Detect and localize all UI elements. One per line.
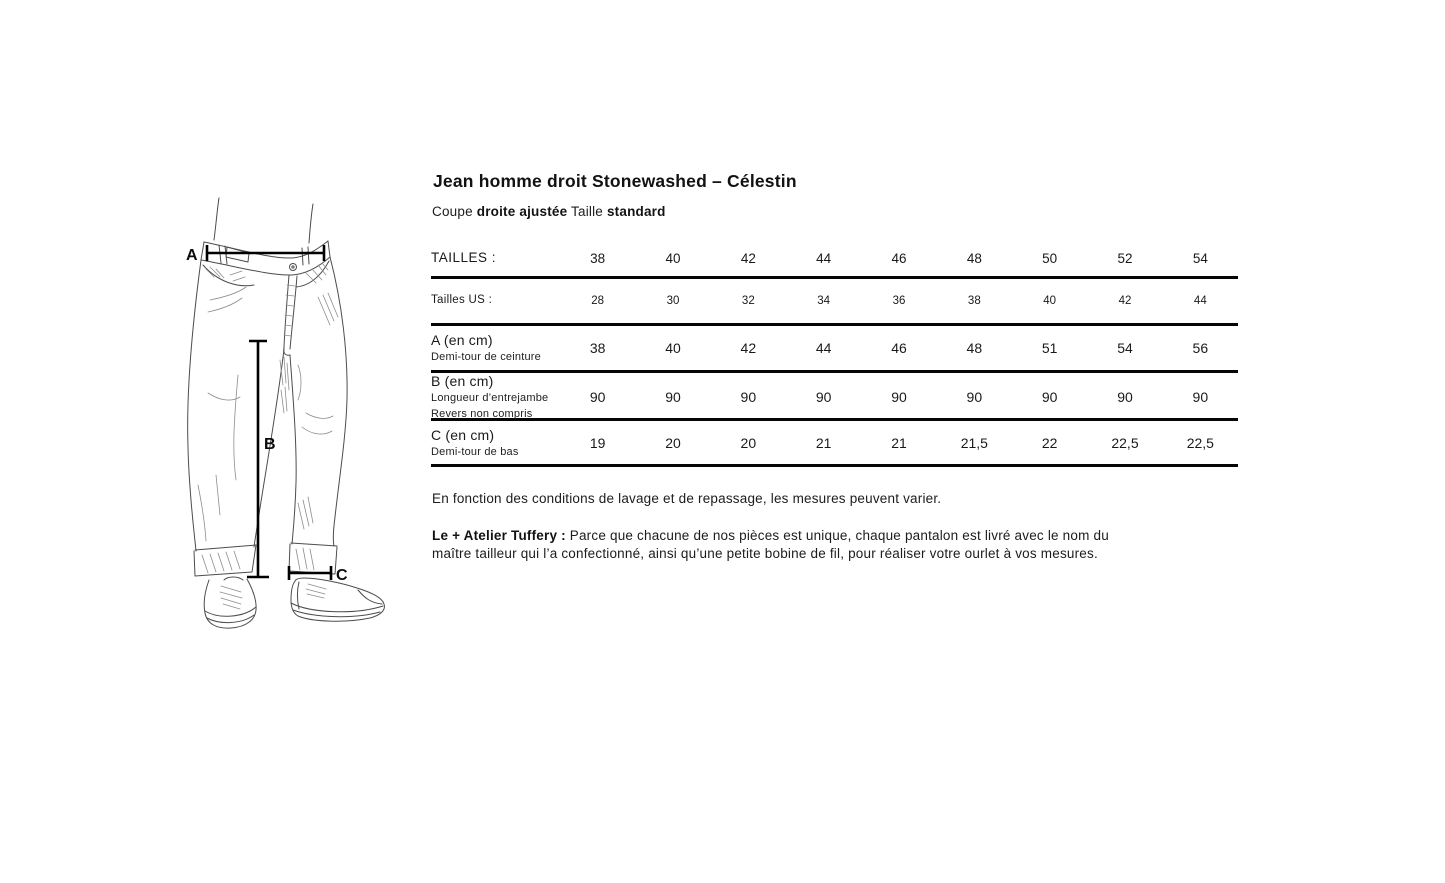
product-fit-line bbox=[432, 204, 666, 219]
size-cell-us-2: 32 bbox=[741, 295, 755, 307]
size-cell-b-6: 90 bbox=[1041, 388, 1058, 405]
row-label-b bbox=[431, 373, 560, 420]
size-cell-us-3: 34 bbox=[817, 295, 831, 307]
washing-note: En fonction des conditions de lavage et de repassage, les mesures peuvent varier. bbox=[432, 491, 942, 506]
size-label: Taille bbox=[571, 204, 604, 219]
atelier-note-prefix: Le + Atelier Tuffery : bbox=[432, 528, 566, 543]
measure-c-label: C bbox=[336, 567, 348, 584]
row-label-text: B (en cm) bbox=[431, 373, 494, 389]
jeans-measurement-diagram bbox=[150, 185, 410, 635]
size-cell-b-0: 90 bbox=[589, 388, 606, 405]
size-cell-us-4: 36 bbox=[892, 295, 906, 307]
row-label-us bbox=[431, 294, 560, 307]
size-cell-us-8: 44 bbox=[1193, 295, 1207, 307]
atelier-note-text: Parce que chacune de nos pièces est unique, chaque pantalon est livré avec le nom du maître tailleur qui l’a confectionné, ainsi qu’une petite bobine de fil, pour réaliser votre ourlet à vos mesures. bbox=[432, 528, 1109, 561]
size-cell-header-7: 52 bbox=[1117, 250, 1133, 266]
row-sublabel: Revers non compris bbox=[431, 407, 533, 420]
size-cell-c-4: 21 bbox=[891, 434, 907, 451]
size-cell-a-5: 48 bbox=[966, 340, 983, 356]
size-table-row-b bbox=[431, 373, 1238, 421]
product-title: Jean homme droit Stonewashed – Célestin bbox=[433, 171, 797, 191]
measure-b-label: B bbox=[264, 436, 276, 453]
size-cell-b-5: 90 bbox=[966, 388, 983, 405]
size-cell-b-1: 90 bbox=[665, 388, 681, 405]
size-cell-c-7: 22,5 bbox=[1111, 434, 1139, 451]
size-cell-c-2: 20 bbox=[740, 434, 757, 451]
size-cell-header-5: 48 bbox=[966, 250, 982, 266]
row-label-a bbox=[431, 332, 560, 364]
atelier-note bbox=[432, 527, 1144, 562]
jeans-sketch bbox=[188, 198, 385, 628]
jeans-torso bbox=[214, 198, 313, 243]
size-cell-header-0: 38 bbox=[590, 250, 606, 266]
size-cell-c-3: 21 bbox=[815, 434, 832, 451]
size-cell-c-1: 20 bbox=[665, 434, 681, 451]
size-cell-c-0: 19 bbox=[589, 434, 606, 451]
size-cell-a-2: 42 bbox=[740, 340, 757, 356]
size-cell-a-8: 56 bbox=[1192, 340, 1209, 356]
size-cell-header-6: 50 bbox=[1042, 250, 1058, 266]
size-cell-a-3: 44 bbox=[815, 340, 832, 356]
size-cell-us-1: 30 bbox=[666, 295, 680, 307]
row-label-c bbox=[431, 427, 560, 459]
size-cell-us-6: 40 bbox=[1043, 295, 1057, 307]
size-cell-c-5: 21,5 bbox=[960, 434, 988, 451]
measure-a-marker bbox=[207, 245, 324, 261]
size-cell-header-8: 54 bbox=[1192, 250, 1208, 266]
size-cell-header-3: 44 bbox=[816, 250, 832, 266]
size-cell-us-7: 42 bbox=[1118, 295, 1132, 307]
fit-value: droite ajustée bbox=[476, 204, 568, 219]
size-cell-b-7: 90 bbox=[1117, 388, 1133, 405]
size-cell-c-8: 22,5 bbox=[1186, 434, 1214, 451]
size-cell-a-1: 40 bbox=[665, 340, 681, 356]
jeans-legs bbox=[188, 257, 347, 551]
row-sublabel: Demi-tour de bas bbox=[431, 445, 519, 458]
size-table-header-row bbox=[431, 240, 1238, 279]
size-cell-a-7: 54 bbox=[1117, 340, 1133, 356]
size-table-row-c bbox=[431, 421, 1238, 467]
row-label-text: A (en cm) bbox=[431, 332, 493, 349]
measure-b-marker bbox=[247, 341, 269, 577]
size-cell-header-4: 46 bbox=[891, 250, 907, 266]
size-cell-b-8: 90 bbox=[1192, 388, 1209, 405]
right-sneaker bbox=[291, 578, 384, 621]
row-label-text: TAILLES : bbox=[431, 250, 497, 266]
jeans-waistband bbox=[201, 241, 330, 275]
left-sneaker bbox=[204, 577, 256, 628]
size-cell-b-2: 90 bbox=[740, 388, 757, 405]
row-sublabel: Demi-tour de ceinture bbox=[431, 351, 541, 364]
size-cell-us-0: 28 bbox=[591, 295, 605, 307]
size-cell-us-5: 38 bbox=[967, 295, 981, 307]
size-cell-a-0: 38 bbox=[589, 340, 606, 356]
measure-a-label: A bbox=[186, 247, 198, 264]
size-cell-a-6: 51 bbox=[1041, 340, 1058, 356]
size-cell-b-3: 90 bbox=[815, 388, 832, 405]
jeans-shading bbox=[198, 271, 338, 541]
fit-prefix: Coupe bbox=[432, 204, 473, 219]
size-table-row-a bbox=[431, 326, 1238, 373]
jeans-fly bbox=[284, 275, 297, 355]
size-cell-c-6: 22 bbox=[1041, 434, 1058, 451]
size-cell-header-2: 42 bbox=[740, 250, 756, 266]
row-label-text: Tailles US : bbox=[431, 294, 493, 307]
size-table-row-us bbox=[431, 279, 1238, 326]
row-sublabel: Longueur d’entrejambe bbox=[431, 392, 549, 405]
row-label-text: C (en cm) bbox=[431, 426, 495, 443]
jeans-cuffs bbox=[194, 543, 337, 576]
size-cell-b-4: 90 bbox=[891, 388, 907, 405]
size-cell-a-4: 46 bbox=[891, 340, 907, 356]
size-table bbox=[431, 240, 1238, 467]
size-value: standard bbox=[606, 204, 666, 219]
size-cell-header-1: 40 bbox=[665, 250, 681, 266]
row-label-header bbox=[431, 250, 560, 266]
